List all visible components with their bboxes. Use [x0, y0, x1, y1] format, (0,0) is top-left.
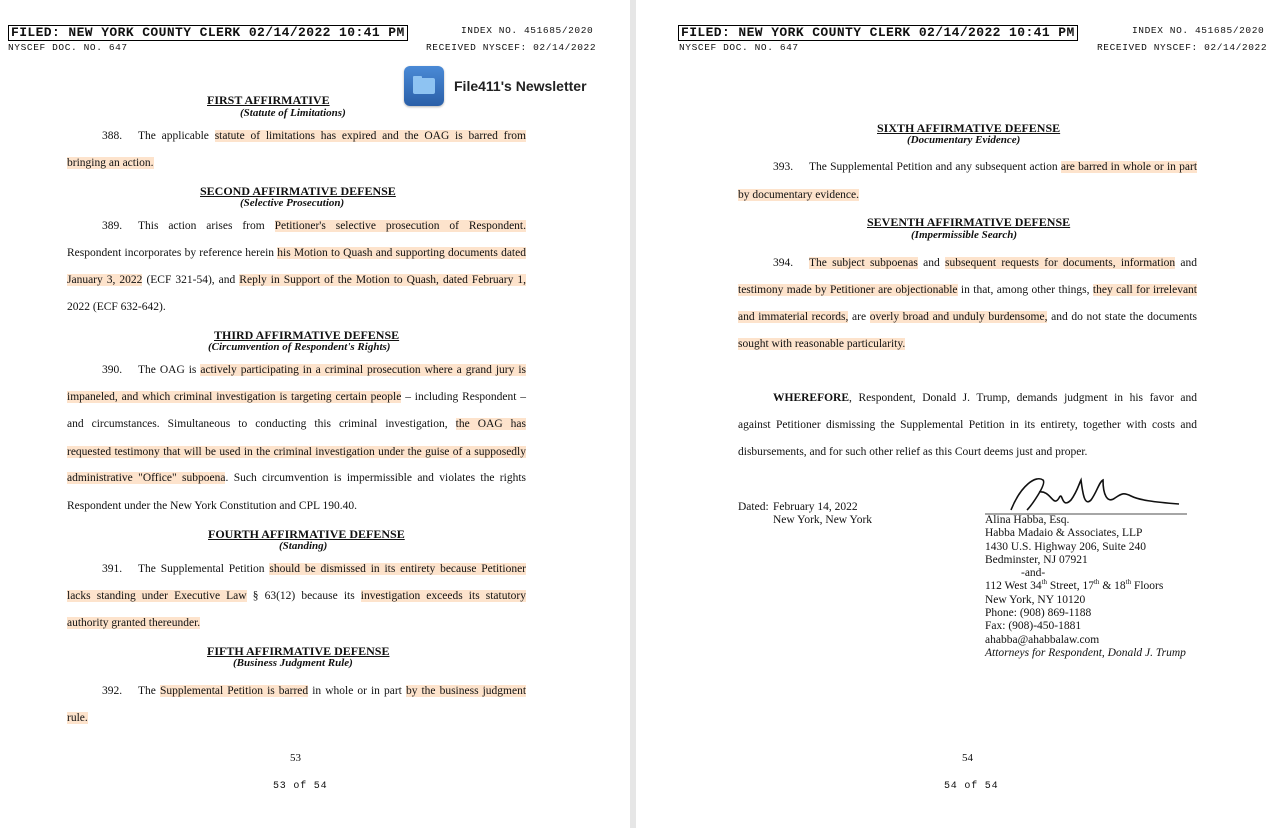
para-389-line4: 2022 (ECF 632-642).	[67, 301, 166, 313]
para-392-line2: rule.	[67, 712, 88, 724]
para-393-line2: by documentary evidence.	[738, 189, 860, 201]
sig-email: ahabba@ahabbalaw.com	[985, 633, 1100, 646]
subheading-statute: (Statute of Limitations)	[240, 107, 346, 119]
doc-number: NYSCEF DOC. NO. 647	[8, 42, 128, 53]
sig-firm: Habba Madaio & Associates, LLP	[985, 527, 1143, 540]
dated-place: New York, New York	[773, 514, 873, 526]
newsletter-popup[interactable]	[404, 66, 587, 106]
index-number: INDEX NO. 451685/2020	[1132, 25, 1265, 36]
heading-fifth-affirmative: FIFTH AFFIRMATIVE DEFENSE	[207, 644, 390, 658]
page-number: 54	[962, 752, 973, 764]
received-date: RECEIVED NYSCEF: 02/14/2022	[426, 42, 597, 53]
filed-stamp: FILED: NEW YORK COUNTY CLERK 02/14/2022 10:41 PM	[678, 25, 1078, 41]
para-394-line2: testimony made by Petitioner are objectionable in that, among other things, they call for irrelevant	[738, 284, 1198, 296]
document-page-53	[0, 0, 630, 828]
sig-and: -and-	[1021, 567, 1046, 580]
signature-block	[985, 514, 1186, 660]
para-389-line3: January 3, 2022 (ECF 321-54), and Reply in Support of the Motion to Quash, dated February 1,	[67, 274, 527, 286]
subheading-selective: (Selective Prosecution)	[240, 197, 345, 209]
para-390-line4: requested testimony that will be used in the criminal investigation under the guise of a supposedly	[67, 446, 526, 458]
sig-phone: Phone: (908) 869-1188	[985, 607, 1092, 620]
para-394-line4: sought with reasonable particularity.	[738, 338, 906, 350]
index-number: INDEX NO. 451685/2020	[461, 25, 594, 36]
received-date: RECEIVED NYSCEF: 02/14/2022	[1097, 42, 1268, 53]
para-390-line6: Respondent under the New York Constitution and CPL 190.40.	[67, 500, 357, 512]
para-389-num: 389.	[102, 220, 123, 232]
heading-seventh-affirmative: SEVENTH AFFIRMATIVE DEFENSE	[867, 215, 1071, 229]
sig-fax: Fax: (908)-450-1881	[985, 620, 1082, 633]
para-394-line1: The subject subpoenas and subsequent requests for documents, information and	[809, 257, 1197, 269]
para-390-line3: and circumstances. Simultaneous to conducting this criminal investigation, the OAG has	[67, 418, 527, 430]
para-391-line1: The Supplemental Petition should be dismissed in its entirety because Petitioner	[138, 563, 526, 575]
para-390-line5: administrative "Office" subpoena. Such circumvention is impermissible and violates the rights	[67, 472, 526, 484]
page-footer: 54 of 54	[944, 781, 999, 792]
page-number: 53	[290, 752, 301, 764]
newsletter-label[interactable]: File411's Newsletter	[454, 78, 587, 94]
para-392-line1: The Supplemental Petition is barred in whole or in part by the business judgment	[138, 685, 527, 697]
sig-role: Attorneys for Respondent, Donald J. Trump	[985, 646, 1186, 659]
para-390-line1: The OAG is actively participating in a criminal prosecution where a grand jury is	[138, 364, 527, 376]
heading-second-affirmative: SECOND AFFIRMATIVE DEFENSE	[200, 184, 396, 198]
para-394-line3: and immaterial records, are overly broad and unduly burdensome, and do not state the documents	[738, 311, 1198, 323]
para-394-num: 394.	[773, 257, 794, 269]
para-391-num: 391.	[102, 563, 123, 575]
para-388-line1: The applicable statute of limitations has expired and the OAG is barred from	[138, 130, 526, 142]
wherefore-line3: disbursements, and for such other relief as this Court deems just and proper.	[738, 446, 1088, 458]
page-footer: 53 of 54	[273, 781, 328, 792]
dated-date: February 14, 2022	[773, 501, 858, 513]
para-391-line2: lacks standing under Executive Law § 63(12) because its investigation exceeds its statutory	[67, 590, 527, 602]
subheading-standing: (Standing)	[279, 540, 328, 552]
sig-address-1: 1430 U.S. Highway 206, Suite 240	[985, 540, 1146, 553]
heading-sixth-affirmative: SIXTH AFFIRMATIVE DEFENSE	[877, 121, 1061, 135]
para-388-num: 388.	[102, 130, 123, 142]
filed-stamp: FILED: NEW YORK COUNTY CLERK 02/14/2022 10:41 PM	[8, 25, 408, 41]
subheading-documentary: (Documentary Evidence)	[907, 134, 1021, 146]
signature-graphic	[981, 470, 1201, 520]
document-page-54	[636, 0, 1280, 828]
para-393-num: 393.	[773, 161, 794, 173]
dated-label: Dated:	[738, 501, 769, 513]
heading-fourth-affirmative: FOURTH AFFIRMATIVE DEFENSE	[208, 527, 405, 541]
para-391-line3: authority granted thereunder.	[67, 617, 201, 629]
heading-third-affirmative: THIRD AFFIRMATIVE DEFENSE	[214, 328, 400, 342]
subheading-impermissible: (Impermissible Search)	[911, 229, 1018, 241]
subheading-circumvention: (Circumvention of Respondent's Rights)	[208, 341, 391, 353]
wherefore-line2: against Petitioner dismissing the Supplemental Petition in its entirety, together with costs and	[738, 419, 1197, 431]
doc-number: NYSCEF DOC. NO. 647	[679, 42, 799, 53]
folder-icon	[404, 66, 444, 106]
para-388-line2: bringing an action.	[67, 157, 154, 169]
para-392-num: 392.	[102, 685, 123, 697]
sig-address-3: 112 West 34th Street, 17th & 18th Floors	[985, 578, 1164, 593]
sig-name: Alina Habba, Esq.	[985, 514, 1070, 526]
para-393-line1: The Supplemental Petition and any subsequent action are barred in whole or in part	[809, 161, 1198, 173]
wherefore-line1: WHEREFORE, Respondent, Donald J. Trump, demands judgment in his favor and	[773, 392, 1197, 404]
para-389-line1: This action arises from Petitioner's selective prosecution of Respondent.	[138, 220, 526, 232]
subheading-business-judgment: (Business Judgment Rule)	[233, 657, 353, 669]
para-390-line2: impaneled, and which criminal investigation is targeting certain people – including Respondent –	[67, 391, 526, 403]
para-389-line2: Respondent incorporates by reference herein his Motion to Quash and supporting documents dated	[67, 247, 526, 259]
para-390-num: 390.	[102, 364, 123, 376]
sig-address-4: New York, NY 10120	[985, 593, 1086, 606]
sig-address-2: Bedminster, NJ 07921	[985, 553, 1088, 566]
heading-first-affirmative: FIRST AFFIRMATIVE	[207, 93, 330, 107]
